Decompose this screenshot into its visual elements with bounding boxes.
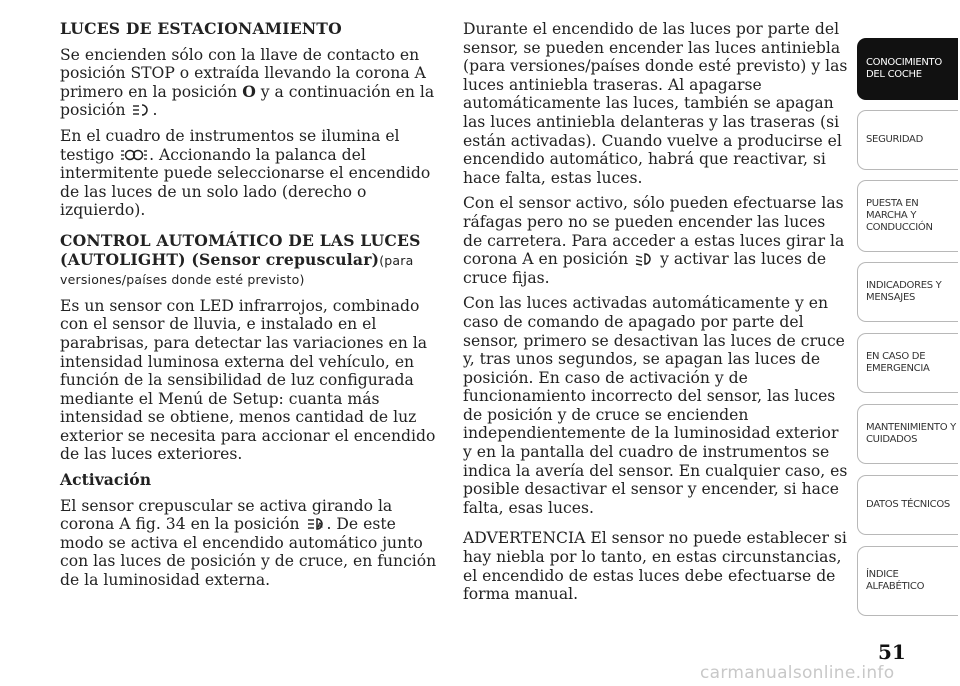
paragraph-sensor: Es un sensor con LED infrarrojos, combinado con el sensor de lluvia, e instalado en el parabrisas, para detectar las variaciones en la intensidad luminosa externa del vehículo, en función de la sensibilidad de luz configurada mediante el Menú de Setup: cuanta más intensidad se obtiene, menos cantidad de luz exterior se necesita para accionar el encendido de las luces exteriores.: [60, 296, 436, 464]
text: . De este modo se activa el encendido automático junto con las luces de posición y de cruce, en función de la luminosidad externa.: [60, 515, 437, 590]
tab-label: EN CASO DE EMERGENCIA: [866, 351, 930, 374]
tab-label: INDICADORES Y MENSAJES: [866, 280, 942, 303]
note: (para versiones/países donde esté previsto): [60, 252, 414, 288]
parking-light-icon: [132, 103, 150, 117]
tab-seguridad[interactable]: [857, 110, 958, 170]
svg-text:A: A: [316, 521, 323, 530]
text: . Accionando la palanca del intermitente puede seleccionarse el encendido de las luces de un solo lado (derecho o izquierdo).: [60, 145, 431, 220]
paragraph-activation: [60, 497, 440, 590]
chapter-tabs: [857, 0, 960, 686]
paragraph-auto-off: Con las luces activadas automáticamente y en caso de comando de apagado por parte del sensor, primero se desactivan las luces de cruce y, tras unos segundos, se apagan las luces de posición. En caso de activación y de funcionamiento incorrecto del sensor, las luces de posición y de cruce se encienden independientemente de la luminosidad exterior y en la pantalla del cuadro de instrumentos se indica la avería del sensor. En cualquier caso, es posible desactivar el sensor y encender, si hace falta, esas luces.: [463, 294, 848, 517]
text: En el cuadro de instrumentos se ilumina el testigo: [60, 126, 400, 164]
tab-label: SEGURIDAD: [866, 134, 923, 145]
right-column: [463, 20, 848, 611]
text: El sensor crepuscular se activa girando la corona A fig. 34 en la posición: [60, 496, 393, 534]
position-o: O: [242, 81, 256, 101]
tab-emergencia[interactable]: [857, 333, 958, 393]
tab-label: MANTENIMIENTO Y CUIDADOS: [866, 422, 956, 445]
watermark: carmanualsonline.info: [700, 663, 895, 683]
heading-parking-lights: LUCES DE ESTACIONAMIENTO: [60, 19, 342, 38]
tab-datos-tecnicos[interactable]: [857, 475, 958, 535]
paragraph-telltale: [60, 127, 440, 220]
auto-light-icon: [307, 517, 325, 531]
text: y a continuación en la posición: [60, 82, 435, 120]
subheading-activation: Activación: [60, 470, 152, 490]
text: Se encienden sólo con la llave de contacto en posición STOP o extraída llevando la corona A primero en la posición: [60, 45, 426, 101]
paragraph-warning: ADVERTENCIA El sensor no puede establecer si hay niebla por lo tanto, en estas circunstancias, el encendido de estas luces debe efectuarse de forma manual.: [463, 529, 847, 604]
text: .: [152, 101, 158, 120]
low-beam-icon: [635, 252, 653, 266]
tab-label: CONOCIMIENTO DEL COCHE: [866, 57, 942, 80]
tab-indicadores[interactable]: [857, 262, 958, 322]
page-number: 51: [878, 640, 906, 664]
tab-indice-alfabetico[interactable]: [857, 546, 958, 616]
text: Con el sensor activo, sólo pueden efectuarse las ráfagas pero no se pueden encender las luces de carretera. Para acceder a estas luces girar la corona A en posición: [463, 194, 845, 269]
tab-label: DATOS TÉCNICOS: [866, 499, 950, 510]
paragraph-fog-lights: Durante el encendido de las luces por parte del sensor, se pueden encender las luces antiniebla (para versiones/países donde esté previsto) y las luces antiniebla traseras. Al apagarse automáticamente las luces, también se apagan las luces antiniebla delanteras y las traseras (si están activadas). Cuando vuelve a producirse el encendido automático, habrá que reactivar, si hace falta, estas luces.: [463, 20, 848, 187]
tab-mantenimiento[interactable]: [857, 404, 958, 464]
text: CONTROL AUTOMÁTICO DE LAS LUCES (AUTOLIGHT) (Sensor crepuscular): [60, 230, 421, 269]
tab-conocimiento-del-coche[interactable]: [857, 38, 958, 100]
paragraph-parking-activation: [60, 46, 440, 120]
tab-puesta-en-marcha[interactable]: [857, 180, 958, 252]
side-lights-telltale-icon: [121, 148, 147, 162]
tab-label: ÍNDICE ALFABÉTICO: [866, 569, 925, 592]
tab-label: PUESTA EN MARCHA Y CONDUCCIÓN: [866, 198, 933, 233]
paragraph-high-beam: [463, 194, 848, 287]
heading-autolight: [60, 232, 440, 290]
left-column: [60, 20, 440, 597]
text: y activar las luces de cruce fijas.: [463, 250, 827, 287]
